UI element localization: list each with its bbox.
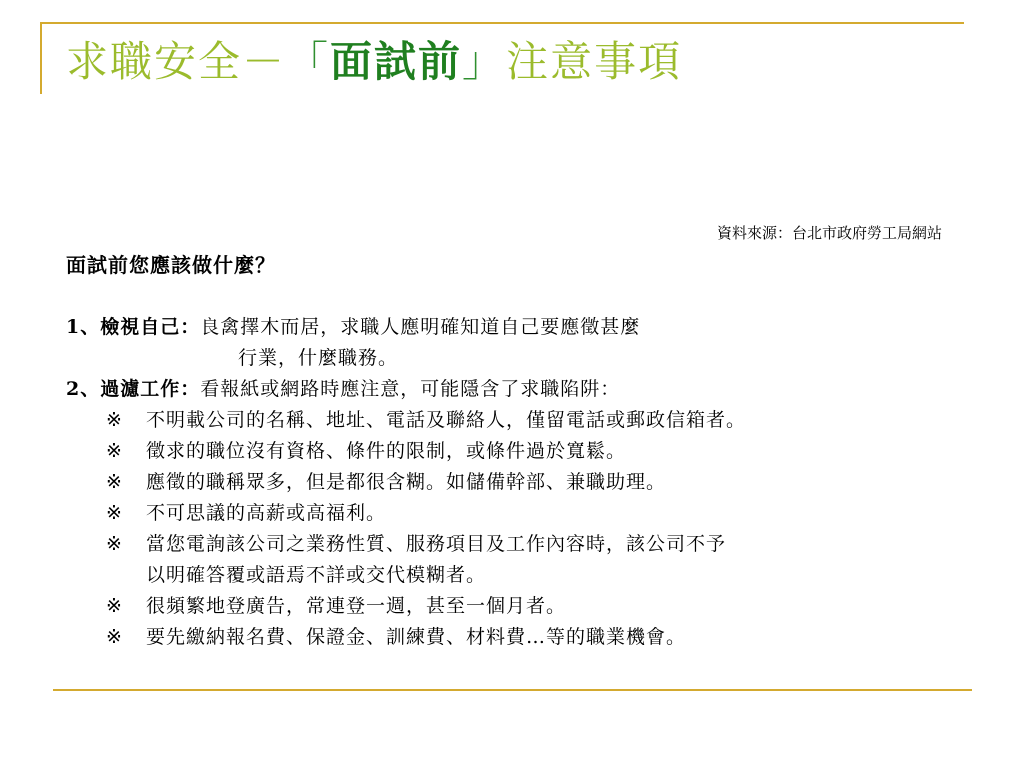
bullet-item <box>66 498 966 529</box>
item-2-text: 看報紙或網路時應注意，可能隱含了求職陷阱： <box>200 378 621 400</box>
title-emphasis: 面試前 <box>330 37 463 86</box>
bullet-item <box>66 467 966 498</box>
bullet-text: 要先繳納報名費、保證金、訓練費、材料費…等的職業機會。 <box>146 626 687 648</box>
bullet-text: 不明載公司的名稱、地址、電話及聯絡人，僅留電話或郵政信箱者。 <box>146 409 747 431</box>
reference-mark-icon: ※ <box>106 626 123 648</box>
title-prefix: 求職安全－ <box>66 37 287 86</box>
bullet-text: 當您電詢該公司之業務性質、服務項目及工作內容時，該公司不予 <box>146 533 727 555</box>
item-2 <box>66 374 966 405</box>
item-1-head: 1、檢視自己： <box>66 316 201 338</box>
item-1-text: 良禽擇木而居，求職人應明確知道自己要應徵甚麼 <box>200 316 641 338</box>
title-suffix: 注意事項 <box>506 37 683 86</box>
bullet-item <box>66 529 966 560</box>
bullet-item <box>66 436 966 467</box>
bullet-text: 應徵的職稱眾多，但是都很含糊。如儲備幹部、兼職助理。 <box>146 471 667 493</box>
slide-body <box>66 250 966 653</box>
source-note: 資料來源：台北市政府勞工局網站 <box>716 224 942 242</box>
reference-mark-icon: ※ <box>106 502 123 524</box>
item-2-head: 2、過濾工作： <box>66 378 201 400</box>
bullet-item <box>66 405 966 436</box>
top-rule <box>40 22 964 24</box>
reference-mark-icon: ※ <box>106 471 123 493</box>
bullet-text: 不可思議的高薪或高福利。 <box>146 502 387 524</box>
reference-mark-icon: ※ <box>106 595 123 617</box>
question-heading: 面試前您應該做什麼？ <box>66 253 276 277</box>
reference-mark-icon: ※ <box>106 533 123 555</box>
item-1-continuation: 行業，什麼職務。 <box>238 347 399 369</box>
bullet-text: 很頻繁地登廣告，常連登一週，甚至一個月者。 <box>146 595 567 617</box>
item-1 <box>66 312 966 343</box>
reference-mark-icon: ※ <box>106 440 123 462</box>
spacer <box>66 281 966 312</box>
side-rule <box>40 22 42 94</box>
title-close-bracket: 」 <box>462 37 507 86</box>
bullet-text: 徵求的職位沒有資格、條件的限制，或條件過於寬鬆。 <box>146 440 627 462</box>
bullet-item <box>66 622 966 653</box>
bullet-continuation: 以明確答覆或語焉不詳或交代模糊者。 <box>146 564 487 586</box>
reference-mark-icon: ※ <box>106 409 123 431</box>
title-open-bracket: 「 <box>286 37 331 86</box>
slide-title <box>66 36 682 88</box>
bottom-rule <box>53 689 972 691</box>
bullet-item <box>66 591 966 622</box>
